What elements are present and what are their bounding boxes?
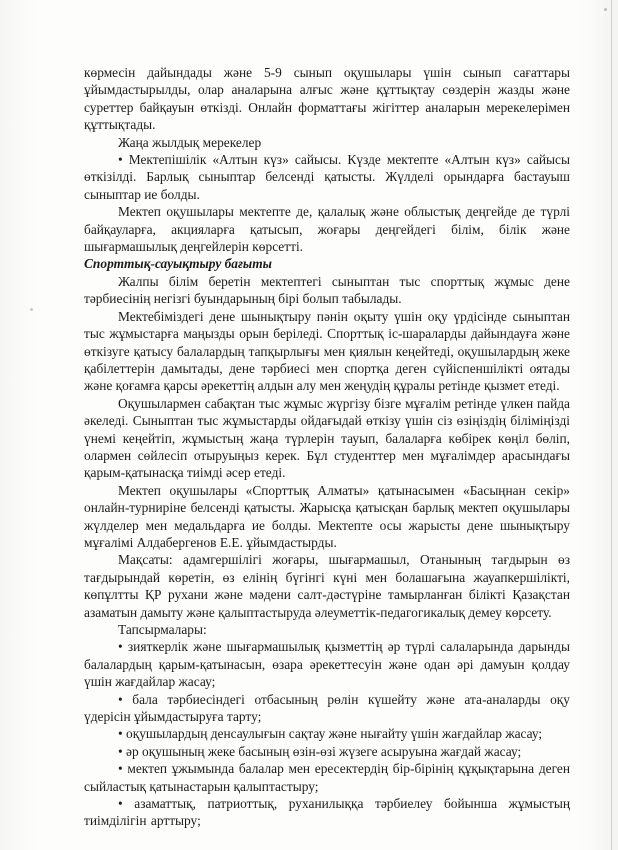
- task-item: • оқушылардың денсаулығын сақтау және нығайту үшін жағдайлар жасау;: [118, 726, 543, 742]
- task-item: • зияткерлік және шығармашылық қызметтің әр түрлі салаларында дарынды балалардың қарым-қатынасын, өзара әрекеттесуін және одан әрі дамуын қолдау үшін жағдайлар жасау;: [84, 639, 570, 690]
- task-item: • азаматтық, патриоттық, руханилыққа тәрбиелеу бойынша жұмыстың тиімділігін арттыру;: [84, 796, 570, 829]
- tasks-heading: Тапсырмалары:: [118, 622, 207, 637]
- task-item: • әр оқушының жеке басының өзін-өзі жүзеге асыруына жағдай жасау;: [118, 743, 522, 759]
- paragraph-competitions: Мектеп оқушылары мектепте де, қалалық және облыстық деңгейде де түрлі байқауларға, акцияларға қатысып, жоғары деңгейдегі білім, білік және шығармашылық деңгейлерін көрсетті.: [84, 204, 570, 255]
- paragraph-golden-autumn: • Мектепішілік «Алтын күз» сайысы. Күзде мектепте «Алтын күз» сайысы өткізілді. Барлық сыныптар белсенді қатысты. Жүлделі орындарға бастауыш сыныптар ие болды.: [84, 152, 570, 202]
- paragraph-tournament: Мектеп оқушылары «Спорттық Алматы» қатынасымен «Басыңнан секір» онлайн-турниріне белсенді қатысты. Жарысқа қатысқан барлық мектеп оқушылары жүлделер мен медальдарға ие болды. Мектепте осы жарысты дене шынықтыру мұғалімі Алдабергенов Е.Е. ұйымдастырды.: [84, 482, 570, 550]
- page-edge: [611, 0, 612, 850]
- paragraph-new-year: Жаңа жылдық мерекелер: [118, 134, 262, 150]
- section-heading: Спорттық-сауықтыру бағыты: [84, 256, 272, 272]
- document-body: [84, 64, 570, 830]
- paragraph-pe-lessons: Мектебіміздегі дене шынықтыру пәнін оқыту үшін оқу үрдісінде сыныптан тыс жұмыстарға маңызды орын беріледі. Спорттық іс-шараларды дайындауға және өткізуге қатысу балалардың тапқырлығы мен қиялын кеңейтеді, оқушылардың жеке қабілеттерін дамытады, дене тәрбиесі мен спортқа деген сүйіспеншілікті оятады және қоғамға қарсы әрекеттің алдын алу мен жеңудің құралы ретінде қызмет етеді.: [84, 308, 570, 394]
- scan-speck: [604, 8, 607, 11]
- paragraph-extracurricular: Оқушылармен сабақтан тыс жұмыс жүргізу бізге мұғалім ретінде үлкен пайда әкеледі. Сыныптан тыс жұмыстарды ойдағыдай өткізу үшін сіз өзіңіздің біліміңізді үнемі кеңейтіп, жұмыстың жаңа түрлерін тауып, балаларға көбірек көңіл бөліп, олармен сөйлесіп отыруыңыз керек. Бұл студенттер мен мұғалімдер арасындағы қарым-қатынасқа тиімді әсер етеді.: [84, 395, 570, 481]
- paragraph-intro: көрмесін дайындады және 5-9 сынып оқушылары үшін сынып сағаттары ұйымдастырылды, олар аналарына алғыс және құттықтау сөздерін жазды және суреттер байқауын өткізді. Онлайн форматтағы жігіттер аналарын мерекелерімен құттықтады.: [84, 65, 570, 133]
- task-item: • бала тәрбиесіндегі отбасының рөлін күшейту және ата-аналарды оқу үдерісін ұйымдастыруға тарту;: [84, 691, 570, 725]
- scan-speck: [30, 308, 33, 311]
- task-item: • мектеп ұжымында балалар мен ересектердің бір-бірінің құқықтарына деген сыйластық қатынастарын қалыптастыру;: [84, 761, 570, 794]
- paragraph-goal: Мақсаты: адамгершілігі жоғары, шығармашыл, Отанының тағдырын өз тағдырындай көретін, өз елінің бүгінгі күні мен болашағына жауапкершілікті, көпұлтты ҚР рухани және мәдени салт-дәстүріне тамырланған білікті Қазақстан азаматын дамыту және қалыптастыруда әлеуметтік-педагогикалық демеу көрсету.: [84, 552, 570, 620]
- paragraph-sport-work: Жалпы білім беретін мектептегі сыныптан тыс спорттық жұмыс дене тәрбиесінің негізгі буындарының бірі болып табылады.: [84, 273, 570, 307]
